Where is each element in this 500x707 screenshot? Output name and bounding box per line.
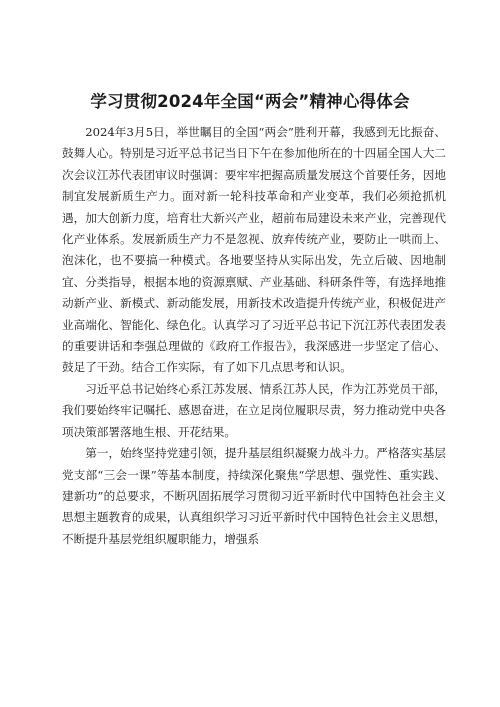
paragraph-jiangsu: 习近平总书记始终心系江苏发展、情系江苏人民，作为江苏党员干部，我们要始终牢记嘱托、感恩奋进，在立足岗位履职尽责，努力推动党中央各项决策部署落地生根、开花结果。 — [62, 381, 446, 439]
paragraph-first-point: 第一，始终坚持党建引领，提升基层组织凝聚力战斗力。严格落实基层党支部“三会一课”等基本制度，持续深化聚焦“学思想、强党性、重实践、建新功”的总要求，不断巩固拓展学习贯彻习近平新时代中国特色社会主义思想主题教育的成果，认真组织学习习近平新时代中国特色社会主义思想，不断提升基层党组织履职能力，增强系 — [62, 446, 446, 546]
paragraph-intro: 2024年3月5日，举世瞩目的全国“两会”胜利开幕，我感到无比振奋、鼓舞人心。特别是习近平总书记当日下午在参加他所在的十四届全国人大二次会议江苏代表团审议时强调：要牢牢把握高质量发展这个首要任务，因地制宜发展新质生产力。面对新一轮科技革命和产业变革，我们必须抢抓机遇，加大创新力度，培育壮大新兴产业，超前布局建设未来产业，完善现代化产业体系。发展新质生产力不是忽视、放弃传统产业，要防止一哄而上、泡沫化，也不要搞一种模式。各地要坚持从实际出发，先立后破、因地制宜、分类指导，根据本地的资源禀赋、产业基础、科研条件等，有选择地推动新产业、新模式、新动能发展，用新技术改造提升传统产业，积极促进产业高端化、智能化、绿色化。认真学习了习近平总书记下沉江苏代表团发表的重要讲话和李强总理做的《政府工作报告》，我深感进一步坚定了信心、鼓足了干劲。结合工作实际，有了如下几点思考和认识。 — [62, 125, 446, 375]
document-body — [62, 122, 446, 550]
document-title: 学习贯彻2024年全国“两会”精神心得体会 — [90, 92, 410, 111]
